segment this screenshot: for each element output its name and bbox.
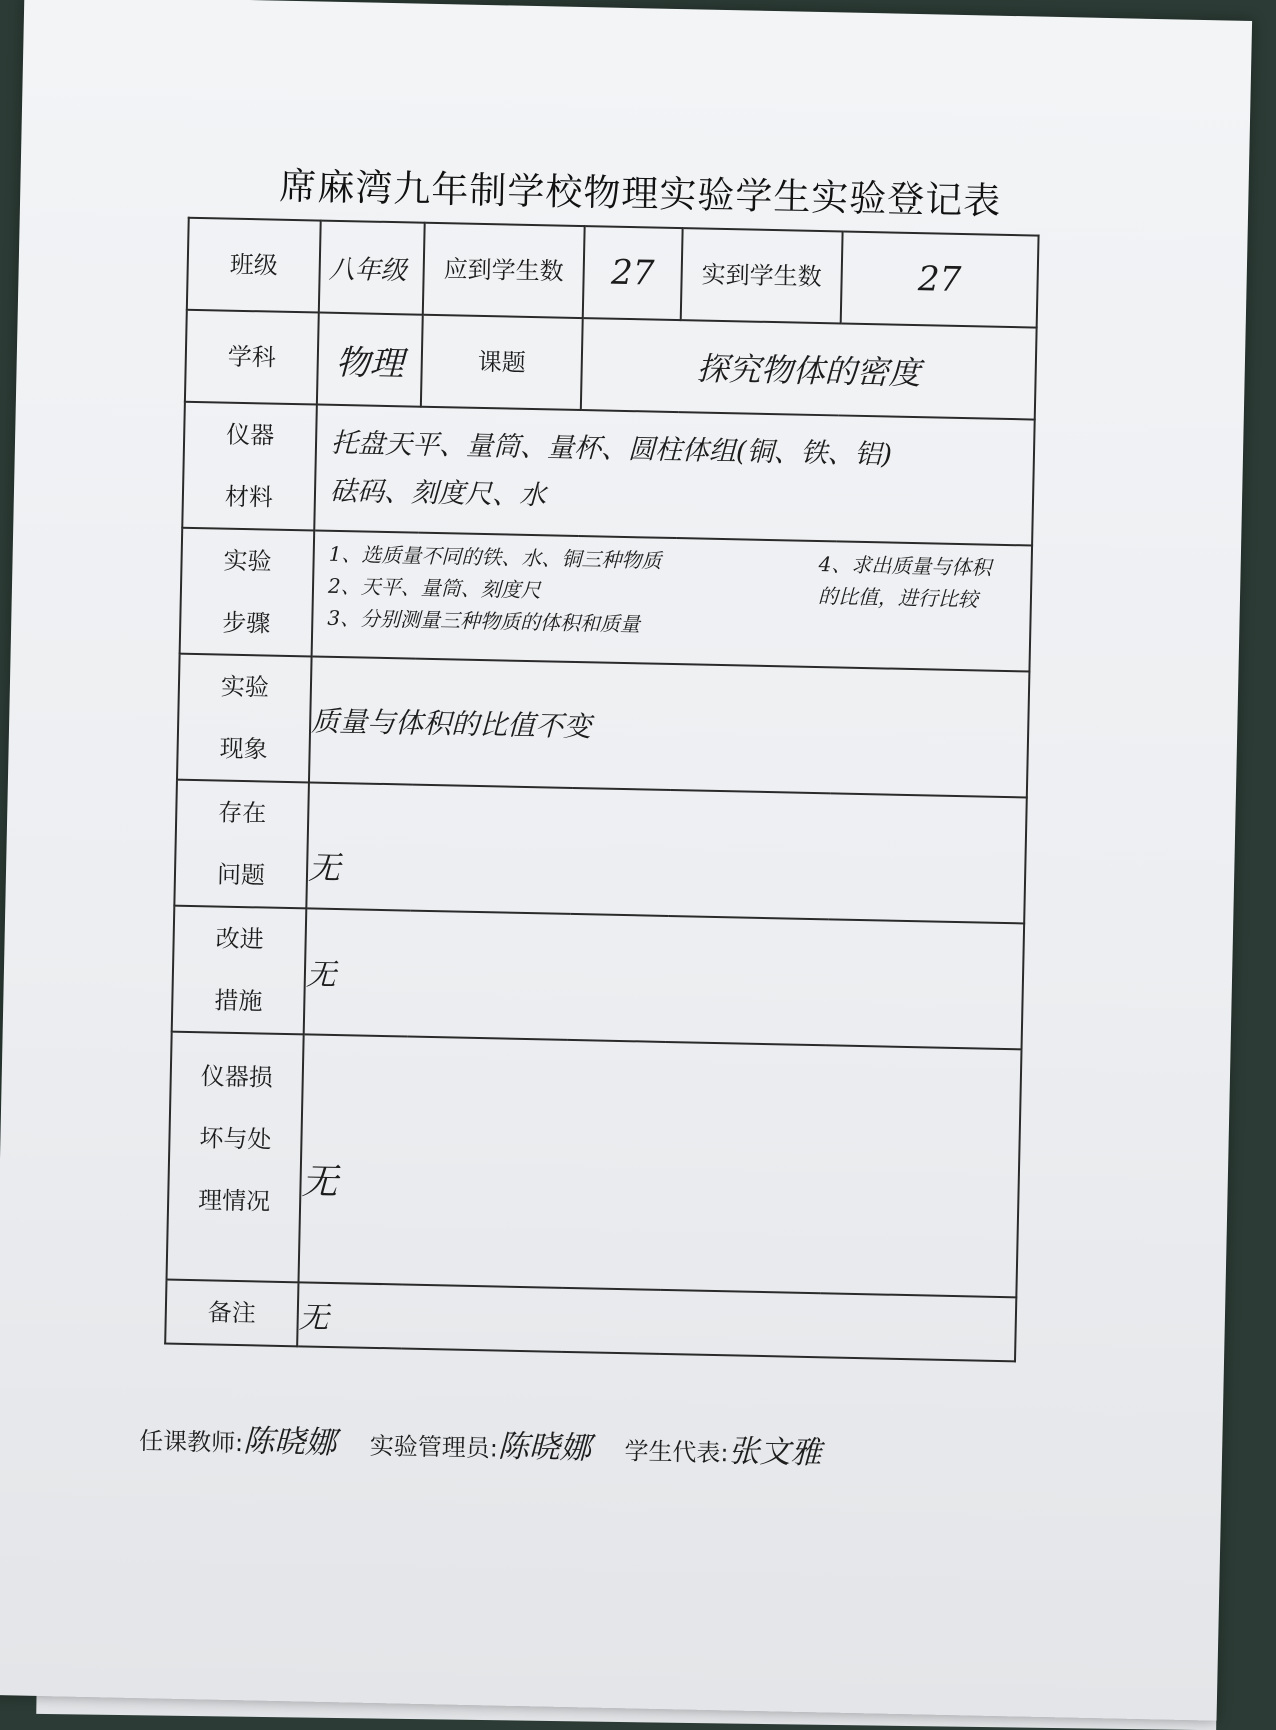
equipment-label-line-1: 仪器 xyxy=(225,420,275,450)
expected-students-label: 应到学生数 xyxy=(423,223,585,318)
row-class xyxy=(187,218,1039,328)
phenomenon-label-line-2: 现象 xyxy=(219,734,268,764)
row-phenomenon xyxy=(177,654,1029,798)
equipment-label-line-2: 材料 xyxy=(224,482,274,512)
damage-value: 无 xyxy=(298,1034,1021,1297)
step-4b: 的比值，进行比较 xyxy=(817,584,979,612)
damage-label-line-2: 坏与处 xyxy=(199,1124,272,1154)
actual-students-label: 实到学生数 xyxy=(681,228,843,323)
equipment-line-2: 砝码、刻度尺、水 xyxy=(329,475,547,512)
improve-label-line-2: 措施 xyxy=(214,986,263,1016)
steps-left-column xyxy=(327,538,662,641)
student-signature: 张文雅 xyxy=(728,1433,822,1472)
steps-label-line-2: 步骤 xyxy=(221,608,271,638)
equipment-value xyxy=(314,405,1034,546)
actual-students-value: 27 xyxy=(841,231,1039,327)
teacher-signature: 陈晓娜 xyxy=(242,1423,337,1462)
damage-label-line-1: 仪器损 xyxy=(200,1062,274,1092)
problems-value: 无 xyxy=(306,782,1026,923)
steps-label-line-1: 实验 xyxy=(223,546,272,576)
row-damage xyxy=(167,1032,1022,1298)
subject-label: 学科 xyxy=(185,310,319,405)
problems-label-line-2: 问题 xyxy=(216,860,266,890)
equipment-label xyxy=(182,402,317,531)
steps-container xyxy=(313,531,1031,670)
step-2: 2、天平、量筒、刻度尺 xyxy=(327,573,542,603)
class-value: 八年级 xyxy=(319,221,425,315)
improve-label xyxy=(172,906,307,1035)
row-equipment xyxy=(182,402,1034,546)
admin-label: 实验管理员: xyxy=(369,1431,499,1463)
row-steps xyxy=(180,528,1032,672)
row-problems xyxy=(174,780,1026,924)
remarks-label: 备注 xyxy=(165,1280,298,1347)
student-label: 学生代表: xyxy=(624,1437,729,1468)
problems-label xyxy=(174,780,309,909)
signature-line xyxy=(139,1413,1040,1477)
row-subject xyxy=(185,310,1037,420)
steps-value xyxy=(312,530,1032,671)
step-3: 3、分别测量三种物质的体积和质量 xyxy=(327,605,641,637)
expected-students-value: 27 xyxy=(583,226,683,320)
damage-label-line-3: 理情况 xyxy=(197,1186,271,1216)
equipment-line-1: 托盘天平、量筒、量杯、圆柱体组(铜、铁、铝) xyxy=(330,427,893,471)
admin-signature: 陈晓娜 xyxy=(497,1428,592,1467)
step-1: 1、选质量不同的铁、水、铜三种物质 xyxy=(328,541,662,573)
row-improve xyxy=(172,906,1024,1050)
steps-right-column xyxy=(818,548,1019,616)
phenomenon-label xyxy=(177,654,312,783)
remarks-value: 无 xyxy=(297,1282,1016,1361)
problems-label-line-1: 存在 xyxy=(218,798,267,828)
phenomenon-value: 质量与体积的比值不变 xyxy=(309,656,1029,797)
steps-label xyxy=(180,528,315,657)
damage-label xyxy=(167,1032,304,1283)
improve-label-line-1: 改进 xyxy=(215,924,264,954)
class-label: 班级 xyxy=(187,218,321,313)
improve-value: 无 xyxy=(304,908,1024,1049)
subject-value: 物理 xyxy=(317,313,423,407)
step-4a: 4、求出质量与体积 xyxy=(818,552,992,580)
registration-table xyxy=(164,217,1039,1363)
topic-value: 探究物体的密度 xyxy=(581,318,1037,419)
topic-label: 课题 xyxy=(421,315,583,410)
form-title: 席麻湾九年制学校物理实验学生实验登记表 xyxy=(278,164,1002,223)
teacher-label: 任课教师: xyxy=(138,1427,244,1458)
phenomenon-label-line-1: 实验 xyxy=(220,672,270,702)
